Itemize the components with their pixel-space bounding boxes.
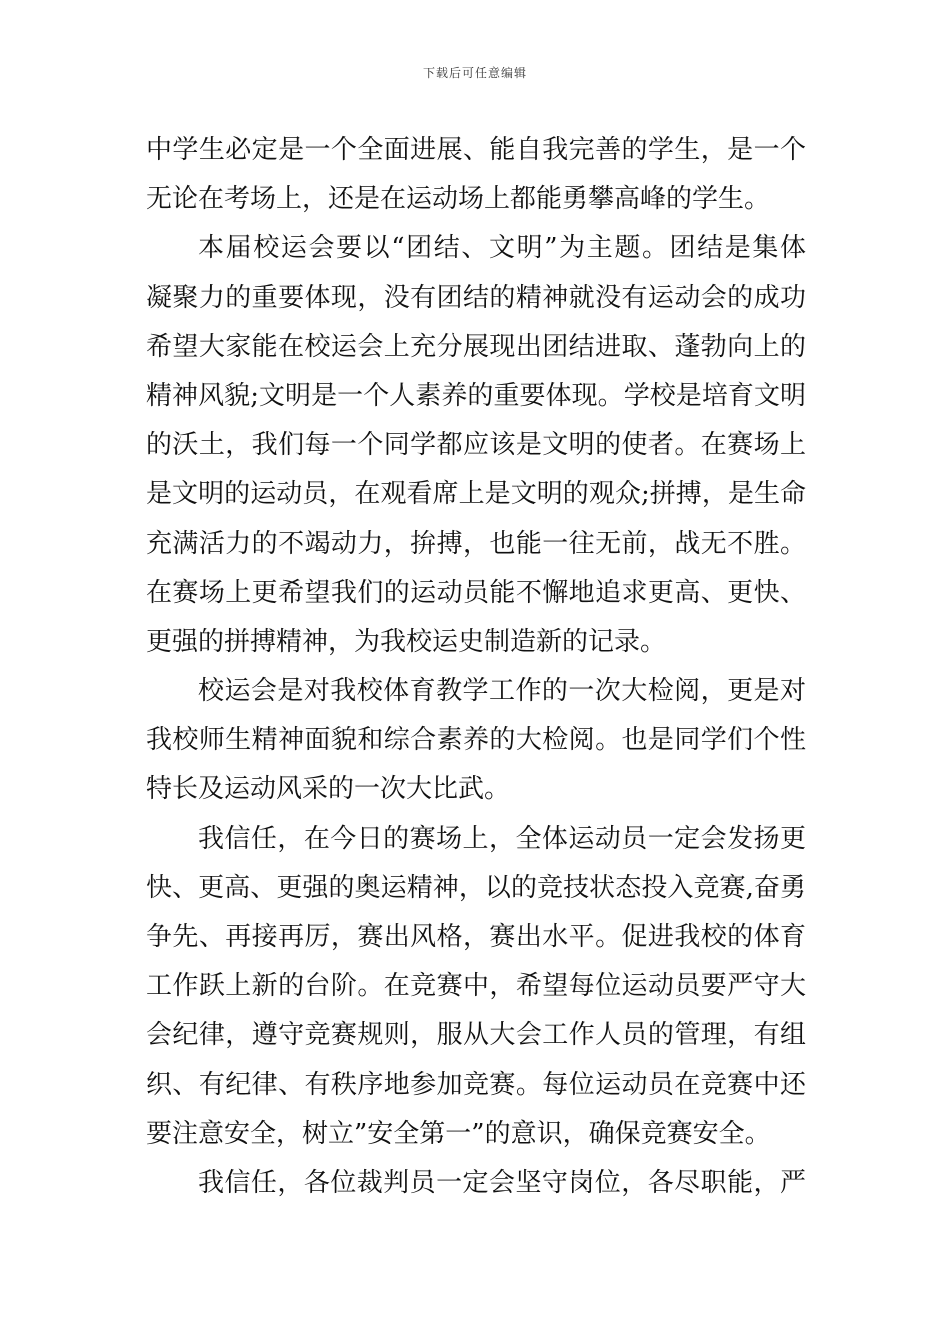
text-line: 本届校运会要以“团结、文明”为主题。团结是集体	[198, 233, 806, 264]
text-line: 校运会是对我校体育教学工作的一次大检阅，更是对	[198, 676, 806, 707]
text-line: 快、更高、更强的奥运精神，以的竞技状态投入竞赛,奋勇	[146, 872, 806, 903]
text-line: 我信任，各位裁判员一定会坚守岗位，各尽职能，严	[198, 1167, 806, 1198]
text-line: 充满活力的不竭动力，拚搏，也能一往无前，战无不胜。	[146, 528, 806, 559]
text-line: 在赛场上更希望我们的运动员能不懈地追求更高、更快、	[146, 577, 806, 608]
text-line: 特长及运动风采的一次大比武。	[146, 774, 511, 805]
text-line: 会纪律，遵守竞赛规则，服从大会工作人员的管理，有组	[146, 1020, 806, 1051]
text-line: 争先、再接再厉，赛出风格，赛出水平。促进我校的体育	[146, 922, 806, 952]
text-line: 更强的拼搏精神，为我校运史制造新的记录。	[146, 626, 667, 657]
text-line: 希望大家能在校运会上充分展现出团结进取、蓬勃向上的	[146, 331, 806, 362]
page-header: 下载后可任意编辑	[422, 66, 527, 80]
text-line: 是文明的运动员，在观看席上是文明的观众;拼搏，是生命	[146, 479, 806, 510]
text-line: 无论在考场上，还是在运动场上都能勇攀高峰的学生。	[146, 184, 771, 215]
text-line: 凝聚力的重要体现，没有团结的精神就没有运动会的成功	[146, 282, 806, 313]
text-line: 中学生必定是一个全面进展、能自我完善的学生，是一个	[146, 135, 806, 165]
text-line: 工作跃上新的台阶。在竞赛中，希望每位运动员要严守大	[146, 971, 806, 1002]
document-body	[146, 126, 806, 1208]
text-line: 精神风貌;文明是一个人素养的重要体现。学校是培育文明	[146, 380, 806, 411]
text-line: 我信任，在今日的赛场上，全体运动员一定会发扬更	[198, 823, 806, 854]
text-line: 织、有纪律、有秩序地参加竞赛。每位运动员在竞赛中还	[146, 1069, 806, 1100]
text-line: 要注意安全，树立”安全第一”的意识，确保竞赛安全。	[146, 1118, 771, 1149]
text-line: 的沃土，我们每一个同学都应该是文明的使者。在赛场上	[146, 430, 806, 461]
text-line: 我校师生精神面貌和综合素养的大检阅。也是同学们个性	[146, 725, 806, 756]
